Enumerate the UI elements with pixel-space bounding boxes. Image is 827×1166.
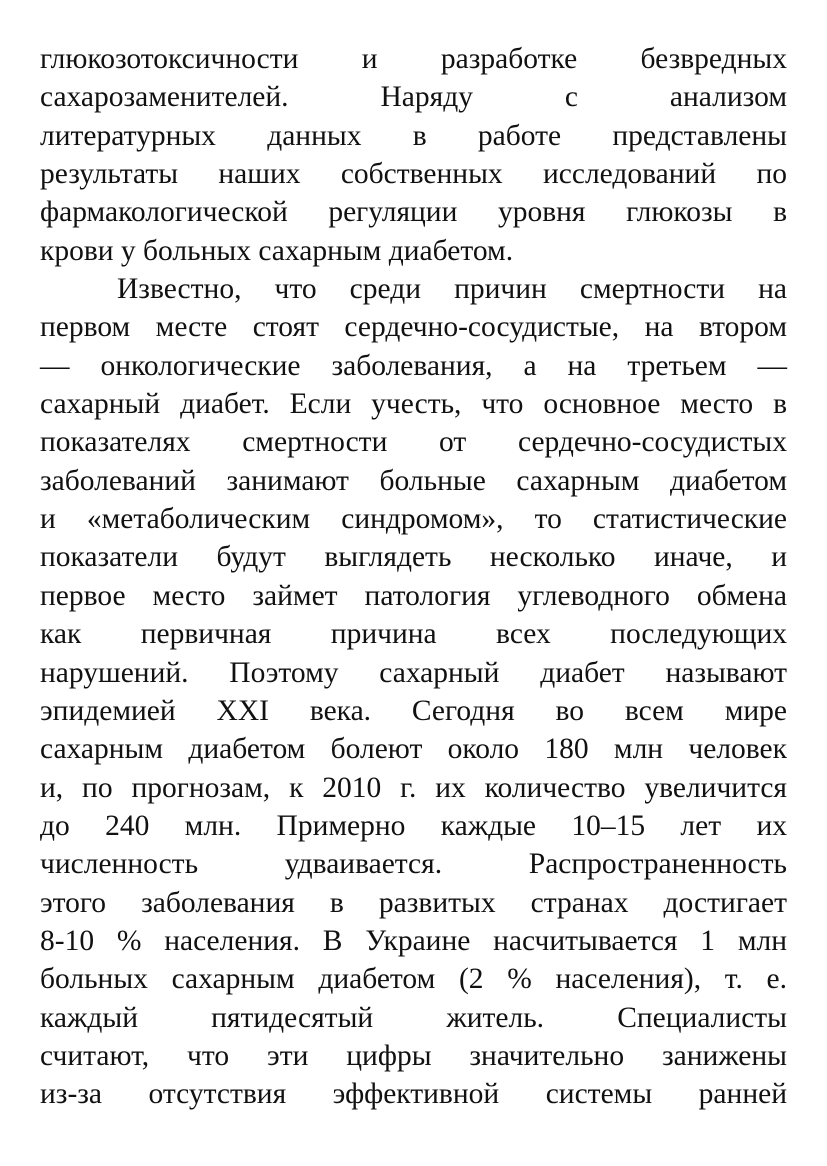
document-page (40, 40, 787, 1114)
text-line: до 240 млн. Примерно каждые 10–15 лет их (40, 809, 787, 842)
text-line: 8-10 % населения. В Украине насчитывается 1 млн (40, 924, 787, 957)
text-line: — онкологические заболевания, а на третьем — (40, 349, 787, 382)
text-line: как первичная причина всех последующих (40, 618, 787, 651)
text-line: больных сахарным диабетом (2 % населения), т. е. (40, 963, 787, 996)
text-line: этого заболевания в развитых странах достигает (40, 886, 787, 919)
text-line: крови у больных сахарным диабетом. (40, 234, 514, 267)
text-line: фармакологической регуляции уровня глюкозы в (40, 196, 787, 229)
text-line: литературных данных в работе представлены (40, 119, 787, 152)
text-line: результаты наших собственных исследований по (40, 158, 787, 191)
text-line: и, по прогнозам, к 2010 г. их количество увеличится (40, 771, 787, 804)
text-line: каждый пятидесятый житель. Специалисты (40, 1001, 787, 1034)
text-line: численность удваивается. Распространенность (40, 848, 787, 881)
text-line: первом месте стоят сердечно-сосудистые, на втором (40, 311, 787, 344)
text-line: сахарный диабет. Если учесть, что основное место в (40, 388, 787, 421)
paragraph-2 (40, 270, 787, 1114)
text-line: глюкозотоксичности и разработке безвредных (40, 43, 787, 75)
text-line: заболеваний занимают больные сахарным диабетом (40, 464, 787, 497)
text-line: и «метаболическим синдромом», то статистические (40, 503, 787, 536)
text-line: сахарозаменителей. Наряду с анализом (40, 81, 787, 114)
text-line: Известно, что среди причин смертности на (117, 273, 787, 306)
text-line: нарушений. Поэтому сахарный диабет называют (40, 656, 787, 689)
text-line: сахарным диабетом болеют около 180 млн человек (40, 733, 787, 766)
text-line: из-за отсутствия эффективной системы ранней (40, 1078, 787, 1111)
paragraph-1 (40, 40, 787, 270)
text-line: показатели будут выглядеть несколько иначе, и (40, 541, 787, 574)
text-line: первое место займет патология углеводного обмена (40, 579, 787, 612)
text-line: эпидемией XXI века. Сегодня во всем мире (40, 694, 787, 727)
text-line: показателях смертности от сердечно-сосудистых (40, 426, 787, 459)
text-line: считают, что эти цифры значительно занижены (40, 1039, 787, 1072)
